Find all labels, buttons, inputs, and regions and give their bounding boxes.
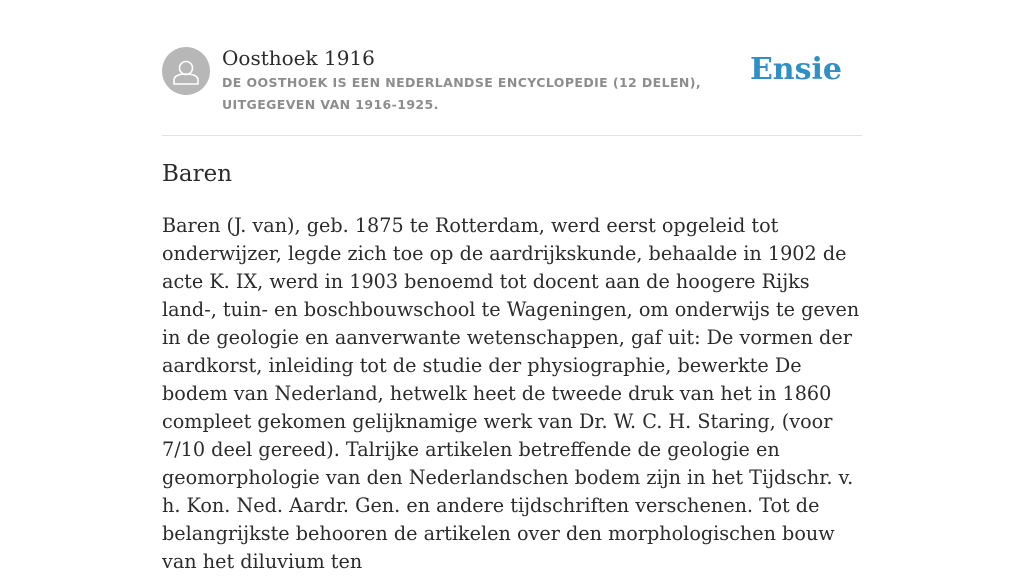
source-description: DE OOSTHOEK IS EEN NEDERLANDSE ENCYCLOPEDIE (12 DELEN), UITGEGEVEN VAN 1916-1925. [222,75,702,112]
source-title[interactable]: Oosthoek 1916 [222,46,375,70]
header-divider [162,135,862,136]
avatar[interactable] [162,47,210,95]
user-silhouette-icon [162,47,210,95]
entry-title: Baren [162,161,233,187]
source-header [162,45,862,135]
entry-body: Baren (J. van), geb. 1875 te Rotterdam, werd eerst opgeleid tot onderwijzer, legde zich toe op de aardrijkskunde, behaalde in 1902 de acte K. IX, werd in 1903 benoemd tot docent aan de hoogere Rijks land-, tuin- en boschbouwschool te Wageningen, om onderwijs te geven in de geologie en aanverwante wetenschappen, gaf uit: De vormen der aardkorst, inleiding tot de studie der physiographie, bewerkte De bodem van Nederland, hetwelk heet de tweede druk van het in 1860 compleet gekomen gelijknamige werk van Dr. W. C. H. Staring, (voor 7/10 deel gereed). Talrijke artikelen betreffende de geologie en geomorphologie van den Nederlandschen bodem zijn in het Tijdschr. v. h. Kon. Ned. Aardr. Gen. en andere tijdschriften verschenen. Tot de belangrijkste behooren de artikelen over den morphologischen bouw van het diluvium ten [162,214,860,573]
brand-logo-link[interactable]: Ensie [749,52,842,87]
